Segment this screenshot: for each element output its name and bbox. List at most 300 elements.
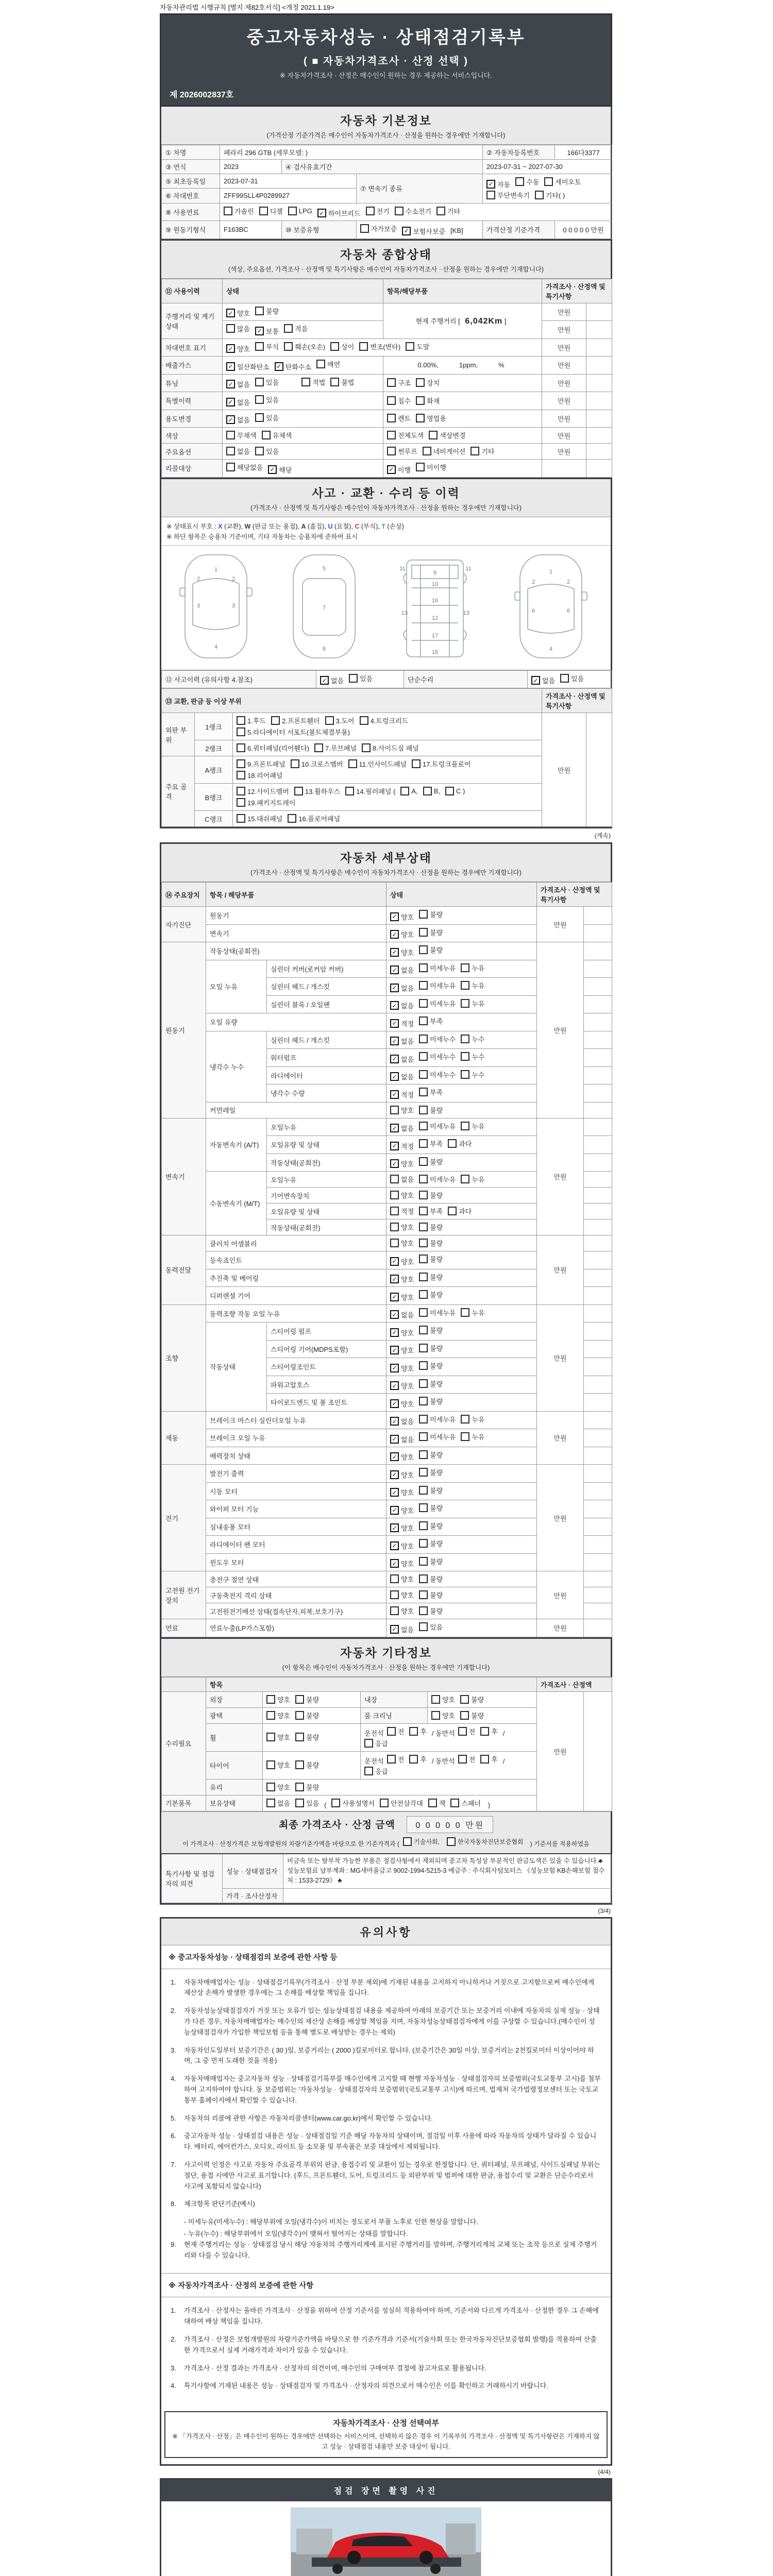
lb-cell: ⑤ 최초등록일	[162, 174, 220, 189]
cell: 라디에이터 팬 모터	[206, 1536, 386, 1554]
cell	[386, 1102, 537, 1118]
cell: 타이로드엔드 및 볼 조인트	[267, 1394, 386, 1412]
checkbox-box	[295, 1695, 304, 1704]
cell	[383, 374, 542, 392]
price-cell: 만원	[542, 410, 586, 428]
checkbox-box	[387, 378, 396, 387]
checkbox-label: 있음	[306, 1799, 320, 1807]
checkbox-checked	[387, 465, 411, 474]
checkbox-label: 12.사이드멤버	[247, 788, 289, 795]
checkbox-unchecked	[255, 395, 279, 404]
cell: 브레이크 오일 누유	[206, 1429, 386, 1447]
checkbox-label: 미세누수	[430, 1071, 456, 1079]
table-row	[162, 1465, 612, 1483]
cell	[386, 1031, 537, 1049]
checkbox-box	[419, 945, 428, 954]
g-cell: 유리	[206, 1779, 263, 1795]
table-row	[162, 670, 612, 688]
checkbox-box	[535, 191, 544, 199]
checkbox-label: 누유	[472, 1415, 485, 1423]
cell	[386, 960, 537, 978]
checkbox-label: 있음	[266, 448, 279, 455]
checkbox-label: 잭	[439, 1799, 446, 1807]
checkbox-label: 양호	[277, 1711, 291, 1720]
notice-item-text: 가격조사 · 산정 결과는 가격조사 · 산정자의 의견이며, 매수인의 구매여부 결정에 참고자료로 활용됩니다.	[184, 2364, 486, 2372]
g-cell: 원동기	[162, 942, 206, 1118]
checkbox-box	[237, 727, 245, 736]
note-cell	[584, 1619, 612, 1637]
checkbox-label: 없음	[237, 398, 250, 406]
checkbox-checked	[390, 1019, 414, 1028]
checkbox-box	[360, 716, 368, 725]
cell	[386, 1304, 537, 1323]
checkbox-unchecked	[515, 177, 539, 187]
notice-item-number: 4.	[171, 2075, 176, 2083]
cell: 원동기	[206, 907, 386, 925]
final-price-label: 최종 가격조사 · 산정 금액	[278, 1819, 395, 1831]
g-cell: 단순수리	[404, 670, 528, 688]
checkbox-unchecked	[295, 1710, 319, 1720]
note-cell	[584, 1188, 612, 1204]
price-survey-box-body: ※ 「가격조사 · 산정」은 매수인이 원하는 경우에만 선택하는 서비스이며, 선택하지 않은 경우 이 기록부의 가격조사 · 산정액 및 특기사항란은 기재하지 않고 성능 · 상태점검 내용만 보증 대상이 됩니다.	[172, 2433, 600, 2451]
cell: 브레이크 마스터 실린더오일 누유	[206, 1411, 386, 1429]
checkbox-label: 장치	[427, 379, 440, 387]
cell	[383, 444, 542, 460]
notice-item-text: 현재 주행거리는 성능 · 상태점검 당시 해당 자동차의 주행거리계에 표시된 주행거리를 말하며, 주행거리계의 교체 또는 조작 등으로 실제 주행거리와 다를 수 있습니다.	[184, 2240, 597, 2259]
checkbox-label: 미세누수	[430, 1053, 456, 1061]
checkbox-label: 양호	[401, 1329, 414, 1337]
notice-title: 유의사항	[161, 1919, 611, 1945]
page-note: ※ 자동차가격조사 · 산정은 매수인이 원하는 경우 제공하는 서비스입니다.	[280, 72, 492, 79]
checkbox-label: 미세누유	[430, 1176, 456, 1183]
checkbox-unchecked	[226, 446, 250, 456]
cell	[428, 1707, 537, 1723]
text: ) 기준서를 적용하였음	[528, 1840, 590, 1848]
checkbox-unchecked	[419, 1190, 443, 1200]
cell	[386, 1536, 537, 1554]
checkbox-unchecked	[314, 743, 357, 753]
lb-cell: ⑨ 원동기형식	[162, 221, 220, 239]
checkbox-box	[291, 759, 299, 768]
checkbox-box: ✓	[486, 180, 495, 189]
checkbox-checked	[390, 1363, 414, 1373]
section-basic-title: 자동차 기본정보	[340, 114, 432, 127]
th-cell: 가격조사 · 산정액 및 특기사항	[542, 279, 612, 303]
checkbox-box	[237, 771, 245, 779]
checkbox-box	[266, 1783, 275, 1791]
note-cell	[584, 1394, 612, 1412]
cell: 발전기 출력	[206, 1465, 386, 1483]
checkbox-unchecked	[295, 1760, 319, 1770]
checkbox-label: 수소전기	[405, 207, 431, 215]
g-cell: 주행거리 및 계기상태	[162, 303, 223, 338]
text: [KB]	[450, 227, 463, 234]
note-cell	[584, 1447, 612, 1465]
checkbox-label: 양호	[277, 1783, 291, 1791]
text: %	[498, 361, 505, 369]
checkbox-unchecked	[419, 1622, 443, 1632]
cell	[233, 784, 542, 811]
checkbox-unchecked	[450, 1798, 481, 1808]
val-cell: 0 0 0 0 0 만원	[555, 221, 612, 239]
checkbox-box	[461, 1052, 469, 1061]
price-cell: 만원	[542, 713, 586, 827]
checkbox-unchecked	[461, 1308, 484, 1317]
checkbox-unchecked	[400, 787, 417, 795]
price-cell: 만원	[542, 374, 586, 392]
section-detail-title: 자동차 세부상태	[340, 851, 432, 865]
checkbox-label: 없음	[401, 1055, 414, 1063]
th-cell: ⑪ 사용이력	[162, 279, 223, 303]
checkbox-box: ✓	[531, 676, 540, 685]
price-cell: 만원	[542, 444, 586, 460]
checkbox-label: 불량	[430, 1522, 443, 1530]
checkbox-label: 양호	[277, 1761, 291, 1769]
cell	[386, 1136, 537, 1154]
cell	[386, 1358, 537, 1376]
notice-item	[171, 2045, 601, 2067]
section-basic-subtitle: (가격산정 기준가격은 매수인이 자동차가격조사 · 산정을 원하는 경우에만 기재합니다)	[266, 132, 506, 139]
checkbox-unchecked	[419, 1606, 443, 1616]
checkbox-label: 없음	[401, 1435, 414, 1444]
detail-state-table	[161, 882, 612, 1637]
g-cell: 차대번호 표기	[162, 338, 223, 357]
checkbox-box	[419, 1223, 428, 1231]
checkbox-label: 누유	[472, 1433, 485, 1441]
cell	[383, 460, 542, 478]
checkbox-box	[409, 1755, 418, 1764]
checkbox-box	[416, 463, 425, 471]
cell	[386, 1394, 537, 1412]
checkbox-label: 13.휠하우스	[305, 788, 341, 795]
cell: 오일유량 및 상태	[267, 1204, 386, 1219]
checkbox-unchecked	[480, 1754, 498, 1764]
checkbox-unchecked	[460, 1710, 484, 1720]
checkbox-unchecked	[461, 963, 484, 973]
cell	[386, 1204, 537, 1219]
text: 현재 주행거리 [	[415, 317, 462, 325]
g-cell: 특기사항 및 점검자의 의견	[162, 1854, 223, 1903]
cell	[386, 1500, 537, 1518]
checkbox-unchecked	[419, 980, 456, 990]
checkbox-box: ✓	[226, 344, 235, 353]
checkbox-box	[400, 787, 409, 795]
text: ※ 상태표시 부호 :	[166, 522, 219, 530]
svg-text:12: 12	[431, 615, 439, 621]
checkbox-label: 응급	[375, 1767, 389, 1775]
checkbox-checked	[390, 1505, 414, 1515]
checkbox-box	[461, 981, 469, 990]
cell: 워터펌프	[267, 1049, 386, 1067]
note-cell	[584, 1603, 612, 1619]
svg-text:13: 13	[463, 609, 470, 616]
note-cell	[584, 1536, 612, 1554]
page-marker-continue: (계속)	[594, 832, 611, 839]
checkbox-box	[255, 342, 264, 351]
price-cell: 만원	[542, 357, 586, 375]
checkbox-label: 적음	[295, 325, 308, 333]
lb-cell: ⑧ 사용연료	[162, 203, 220, 221]
cell	[386, 1571, 537, 1587]
checkbox-box: ✓	[390, 1124, 399, 1132]
checkbox-unchecked	[266, 1782, 290, 1792]
note-cell	[584, 1500, 612, 1518]
cell: 냉각수 수량	[267, 1084, 386, 1103]
checkbox-label: 불량	[471, 1711, 484, 1720]
cell: 자동변속기 (A/T)	[206, 1118, 267, 1172]
page-subtitle: ( ■ 자동차가격조사 · 산정 선택 )	[304, 56, 468, 67]
checkbox-label: 양호	[401, 1106, 414, 1114]
checkbox-box	[366, 207, 375, 215]
rank-cell: B랭크	[195, 784, 233, 811]
checkbox-label: 불량	[430, 1607, 443, 1615]
checkbox-label: 불량	[430, 1273, 443, 1281]
checkbox-unchecked	[237, 786, 289, 796]
cell: 기어변속장치	[267, 1188, 386, 1204]
checkbox-label: B,	[433, 787, 441, 795]
notice-item-text: 자동차인도일부터 보증기간은 ( 30 )일, 보증거리는 ( 2000 )킬로미터로 합니다. (보증기간은 30일 이상, 보증거리는 2천킬로미터 이상이어야 하며, 그 중 먼저 도래한 것을 적용)	[184, 2046, 594, 2065]
checkbox-checked	[390, 1558, 414, 1568]
text: (교환),	[222, 522, 245, 530]
checkbox-unchecked	[226, 462, 263, 472]
checkbox-checked	[275, 362, 311, 371]
checkbox-label: 불량	[430, 1469, 443, 1477]
cell	[386, 995, 537, 1013]
checkbox-label: 양호	[401, 1347, 414, 1354]
checkbox-label: 상이	[341, 343, 355, 351]
page-marker-44: (4/4)	[598, 2468, 611, 2476]
checkbox-label: 양호	[401, 1560, 414, 1568]
checkbox-checked	[390, 1523, 414, 1533]
state-code-letter: A	[301, 522, 306, 530]
g-cell: 외판 부위	[162, 713, 195, 756]
checkbox-label: 불량	[430, 1362, 443, 1370]
checkbox-checked	[226, 415, 250, 425]
g-cell: 용도변경	[162, 410, 223, 428]
g-cell: 타이어	[206, 1751, 263, 1779]
checkbox-label: 없음	[401, 1176, 414, 1183]
checkbox-label: 15.대쉬패널	[247, 815, 283, 823]
price-cell: 만원	[537, 1465, 584, 1571]
svg-text:4: 4	[214, 643, 218, 650]
table-row	[162, 279, 612, 303]
notice-item-number: 5.	[171, 2114, 176, 2122]
checkbox-unchecked	[295, 1782, 319, 1792]
checkbox-label: 없음	[401, 984, 414, 992]
checkbox-box	[450, 1799, 459, 1807]
svg-text:2: 2	[196, 575, 200, 582]
final-price-amount: 0 0 0 0 0 만원	[407, 1816, 493, 1833]
price-cell: 만원	[542, 338, 586, 357]
checkbox-box	[419, 928, 428, 937]
checkbox-box	[237, 759, 245, 768]
checkbox-box	[419, 1521, 428, 1530]
cell: 클러치 어셈블리	[206, 1235, 386, 1251]
checkbox-unchecked	[255, 306, 279, 316]
svg-text:10: 10	[431, 581, 439, 587]
checkbox-label: 6.쿼터패널(리어휀다)	[247, 744, 309, 752]
notice-item	[171, 2199, 601, 2210]
note-cell	[584, 1553, 612, 1571]
checkbox-unchecked	[412, 759, 470, 769]
cell	[386, 1287, 537, 1305]
checkbox-box	[419, 1052, 428, 1061]
table-row	[162, 160, 612, 174]
checkbox-label: 양호	[237, 310, 250, 317]
checkbox-box: ✓	[390, 1328, 399, 1337]
checkbox-box	[419, 1450, 428, 1459]
final-price-block	[161, 1811, 611, 1853]
svg-text:8: 8	[322, 646, 326, 652]
checkbox-box	[316, 360, 325, 368]
cell: 와이퍼 모터 기능	[206, 1500, 386, 1518]
checkbox-label: 18.리어패널	[247, 772, 283, 779]
checkbox-unchecked	[448, 1206, 472, 1216]
checkbox-box	[419, 1308, 428, 1317]
checkbox-checked	[226, 379, 250, 389]
lb-cell: 가격산정 기준가격	[483, 221, 555, 239]
notice-item	[171, 2131, 601, 2153]
checkbox-unchecked	[419, 1414, 456, 1424]
table-row	[162, 883, 612, 907]
checkbox-unchecked	[237, 727, 350, 737]
note-cell	[586, 321, 612, 339]
checkbox-box	[390, 1606, 399, 1615]
checkbox-label: 양호	[401, 1382, 414, 1390]
checkbox-box: ✓	[390, 1364, 399, 1372]
checkbox-label: 없음	[237, 416, 250, 424]
checkbox-checked	[390, 1310, 414, 1319]
cell	[361, 1751, 537, 1779]
checkbox-box	[330, 342, 339, 351]
table-row	[162, 221, 612, 239]
photo-section-title: 점검 장면 촬영 사진	[161, 2480, 611, 2501]
checkbox-label: 불량	[430, 928, 443, 937]
section-photos	[160, 2478, 612, 2576]
checkbox-unchecked	[271, 716, 320, 725]
checkbox-label: 보험사보증	[413, 227, 446, 235]
note-cell	[584, 960, 612, 978]
checkbox-label: 해당	[279, 466, 292, 474]
checkbox-box	[390, 1574, 399, 1583]
checkbox-box	[419, 1157, 428, 1166]
price-cell: 만원	[542, 428, 586, 444]
lb-cell: ③ 연식	[162, 160, 220, 174]
legend-note: ※ 하단 항목은 승용차 기준이며, 기타 자동차는 승용차에 준하여 표시	[166, 533, 358, 540]
checkbox-unchecked	[419, 1574, 443, 1584]
checkbox-box: ✓	[226, 415, 235, 424]
checkbox-unchecked	[560, 673, 584, 683]
cell	[233, 756, 542, 784]
note-cell	[584, 1287, 612, 1305]
car-diagram	[161, 546, 611, 670]
checkbox-box	[237, 787, 245, 795]
checkbox-checked	[390, 1381, 414, 1391]
checkbox-unchecked	[360, 716, 409, 725]
cell: 작동상태(공회전)	[267, 1154, 386, 1172]
checkbox-label: 불량	[430, 1344, 443, 1352]
checkbox-label: 10.크로스멤버	[301, 760, 343, 768]
section-overall-subtitle: (색상, 주요옵션, 가격조사 · 산정액 및 특기사항은 매수인이 자동차가격조사 · 산정을 원하는 경우에만 기재합니다)	[228, 265, 544, 273]
notice-item-text: 특기사항에 기재된 내용은 성능 · 상태점검자 및 가격조사 · 산정자의 의견으로서 매수인은 이를 확인하고 거래하시기 바랍니다.	[184, 2382, 548, 2390]
checkbox-box: ✓	[390, 948, 399, 957]
checkbox-unchecked	[387, 446, 417, 456]
checkbox-label: 부족	[430, 1018, 443, 1025]
price-survey-box-title: 자동차가격조사 · 산정 선택여부	[333, 2419, 439, 2428]
checkbox-unchecked	[295, 1694, 319, 1704]
state-code-line	[166, 521, 606, 531]
checkbox-label: 불량	[430, 1224, 443, 1231]
cell: 실린더 커버(로커암 커버)	[267, 960, 386, 978]
checkbox-box: ✓	[226, 380, 235, 388]
checkbox-box: ✓	[390, 1417, 399, 1426]
checkbox-box	[419, 1207, 428, 1215]
checkbox-unchecked	[461, 980, 484, 990]
checkbox-checked	[390, 1054, 414, 1064]
svg-text:1: 1	[214, 566, 218, 573]
checkbox-label: 자동	[497, 180, 511, 189]
checkbox-box	[255, 307, 264, 315]
checkbox-box: ✓	[390, 1019, 399, 1028]
cell: 스티어링 펌프	[267, 1323, 386, 1341]
checkbox-label: 양호	[401, 1258, 414, 1266]
checkbox-label: 누유	[472, 1122, 485, 1130]
checkbox-label: 디젤	[270, 207, 283, 215]
checkbox-box: ✓	[390, 1257, 399, 1266]
price-cell: 만원	[537, 907, 584, 942]
price-cell: 만원	[542, 321, 586, 339]
checkbox-label: 누유	[472, 1176, 485, 1183]
cell	[357, 221, 483, 239]
checkbox-label: 많음	[237, 325, 250, 333]
checkbox-unchecked	[419, 1343, 443, 1353]
note-cell	[584, 907, 612, 925]
checkbox-unchecked	[284, 324, 308, 333]
table-row	[162, 1691, 612, 1707]
table-row	[162, 174, 612, 189]
checkbox-box	[419, 910, 428, 919]
section-overall-state	[160, 241, 612, 479]
checkbox-box: ✓	[390, 984, 399, 992]
checkbox-box	[390, 1106, 399, 1114]
checkbox-label: 불량	[430, 1106, 443, 1114]
remarks-table	[161, 1853, 612, 1903]
checkbox-unchecked	[419, 1254, 443, 1264]
notice-item-text: 가격조사 · 산정은 보험개발원의 차량기준가액을 바탕으로 한 기준가격과 기준서(기술사회 또는 한국자동차진단보증협회 발행)를 적용하여 산출한 가격으로서 실제 거래가격과 차이가 있을 수 있습니다.	[184, 2335, 597, 2354]
checkbox-unchecked	[419, 1052, 456, 1061]
checkbox-checked	[317, 208, 361, 218]
checkbox-label: 응급	[375, 1739, 389, 1748]
th-cell: 항목	[206, 1677, 537, 1691]
inspection-photo-side	[291, 2507, 481, 2576]
notice-item-number: 7.	[171, 2160, 176, 2168]
checkbox-checked	[390, 1452, 414, 1462]
checkbox-unchecked	[387, 396, 411, 405]
note-cell	[584, 1482, 612, 1500]
checkbox-label: 양호	[401, 1160, 414, 1168]
cell	[386, 1323, 537, 1341]
checkbox-label: 4.트렁크리드	[370, 717, 409, 725]
checkbox-label: 없음	[237, 448, 250, 455]
checkbox-label: 한국자동차진단보증협회	[457, 1838, 524, 1845]
checkbox-label: 도말	[416, 343, 430, 351]
checkbox-box	[431, 1695, 440, 1704]
g-cell: 수리필요	[162, 1691, 206, 1795]
note-cell	[584, 1340, 612, 1358]
checkbox-box	[330, 378, 339, 386]
cell	[386, 1084, 537, 1103]
note-cell	[584, 942, 612, 960]
